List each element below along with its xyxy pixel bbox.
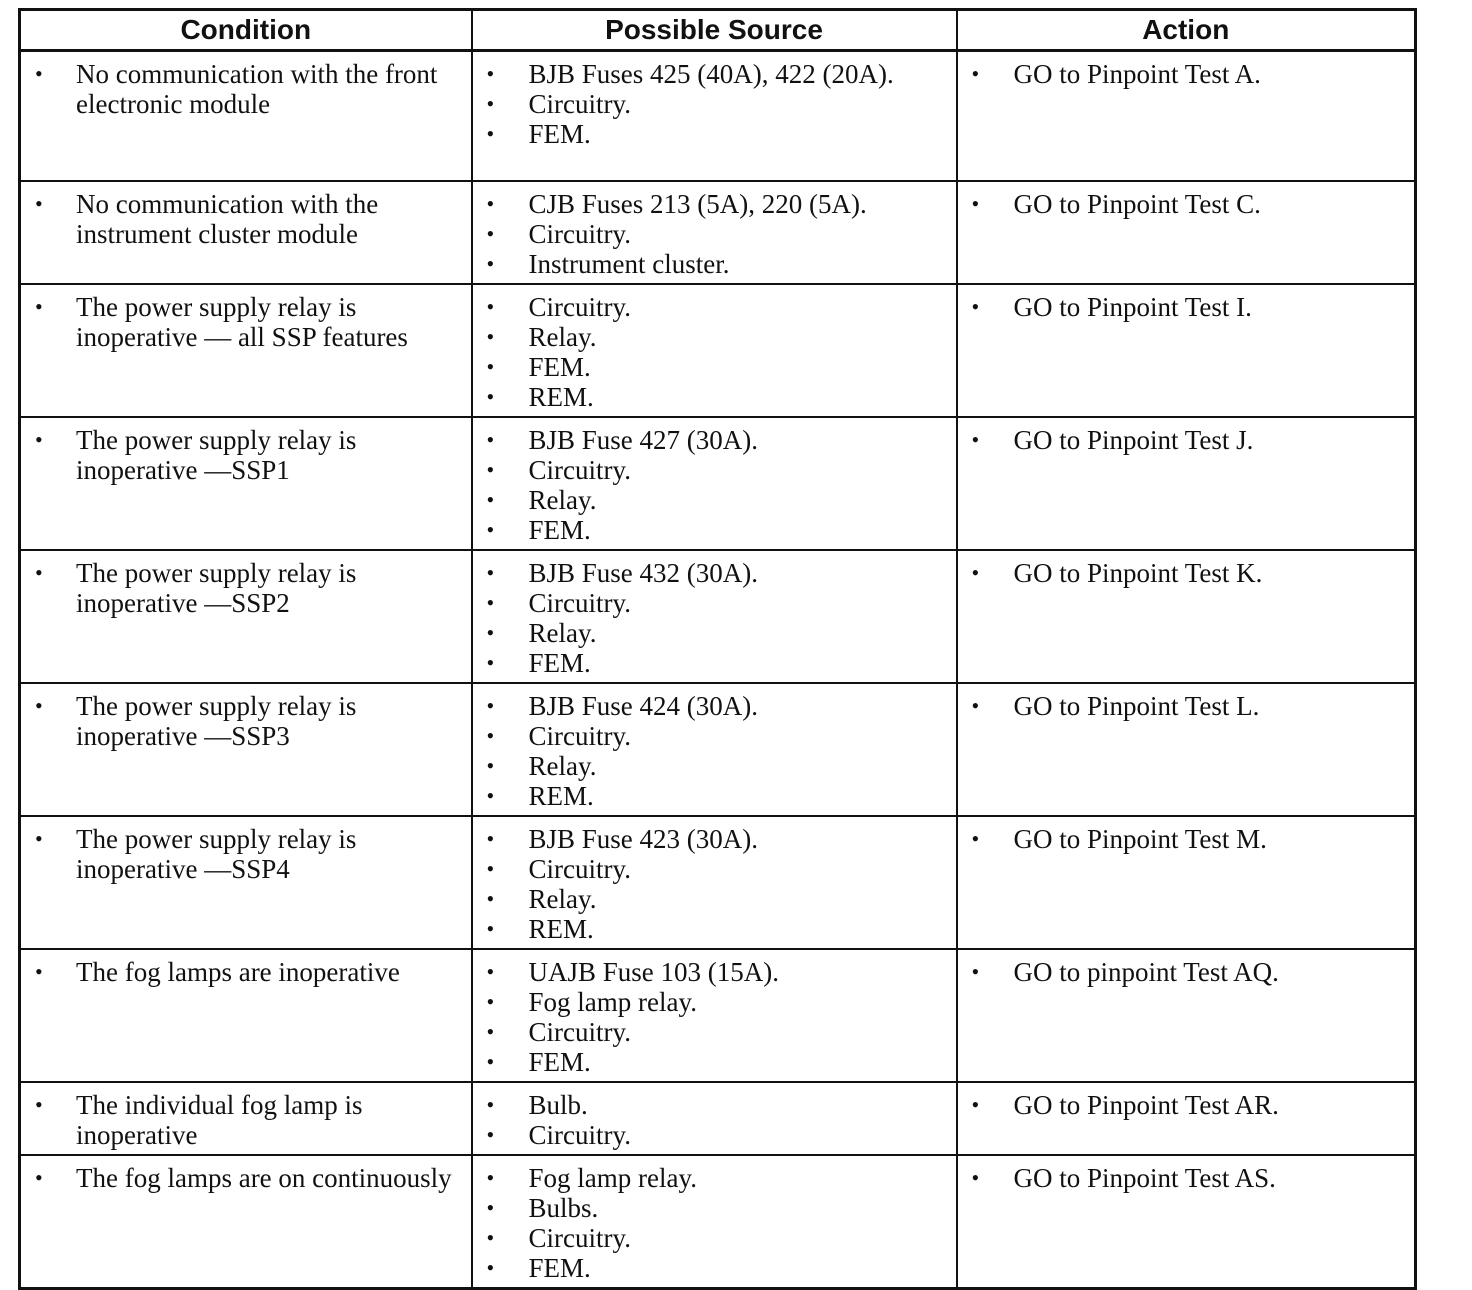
source-item: • Circuitry. — [473, 1223, 956, 1253]
source-cell — [472, 816, 957, 949]
action-cell — [957, 1082, 1416, 1155]
source-cell — [472, 51, 957, 181]
table-row — [20, 417, 1416, 550]
condition-cell — [20, 550, 472, 683]
condition-cell — [20, 51, 472, 181]
source-item: • CJB Fuses 213 (5A), 220 (5A). — [473, 189, 956, 219]
action-cell — [957, 181, 1416, 284]
action-text: • GO to Pinpoint Test J. — [958, 425, 1415, 455]
condition-cell — [20, 284, 472, 417]
condition-text: • The power supply relay is inoperative —SSP1 — [21, 425, 471, 485]
source-item: • Relay. — [473, 618, 956, 648]
action-text: • GO to Pinpoint Test K. — [958, 558, 1415, 588]
table-row — [20, 51, 1416, 181]
source-item: • BJB Fuses 425 (40A), 422 (20A). — [473, 59, 956, 89]
source-item: • Circuitry. — [473, 1120, 956, 1150]
condition-cell — [20, 1082, 472, 1155]
action-text: • GO to Pinpoint Test AS. — [958, 1163, 1415, 1193]
condition-cell — [20, 1155, 472, 1289]
action-text: • GO to pinpoint Test AQ. — [958, 957, 1415, 987]
source-item: • REM. — [473, 382, 956, 412]
table-row — [20, 816, 1416, 949]
source-item: • Circuitry. — [473, 219, 956, 249]
header-possible-source: Possible Source — [472, 10, 957, 51]
source-item: • BJB Fuse 432 (30A). — [473, 558, 956, 588]
action-text: • GO to Pinpoint Test I. — [958, 292, 1415, 322]
source-item: • Circuitry. — [473, 455, 956, 485]
action-cell — [957, 417, 1416, 550]
source-item: • FEM. — [473, 1047, 956, 1077]
header-row — [20, 10, 1416, 51]
action-cell — [957, 51, 1416, 181]
table-row — [20, 949, 1416, 1082]
table-row — [20, 181, 1416, 284]
source-item: • BJB Fuse 423 (30A). — [473, 824, 956, 854]
action-cell — [957, 1155, 1416, 1289]
action-text: • GO to Pinpoint Test L. — [958, 691, 1415, 721]
source-item: • FEM. — [473, 1253, 956, 1283]
source-item: • Bulbs. — [473, 1193, 956, 1223]
diagnostic-table — [18, 8, 1417, 1290]
source-item: • Circuitry. — [473, 292, 956, 322]
source-cell — [472, 550, 957, 683]
action-text: • GO to Pinpoint Test M. — [958, 824, 1415, 854]
source-item: • Circuitry. — [473, 1017, 956, 1047]
source-item: • FEM. — [473, 352, 956, 382]
action-cell — [957, 550, 1416, 683]
condition-cell — [20, 816, 472, 949]
table-row — [20, 550, 1416, 683]
header-action: Action — [957, 10, 1416, 51]
source-cell — [472, 181, 957, 284]
source-item: • Instrument cluster. — [473, 249, 956, 279]
source-item: • REM. — [473, 781, 956, 811]
source-cell — [472, 1155, 957, 1289]
condition-text: • The power supply relay is inoperative —SSP3 — [21, 691, 471, 751]
action-cell — [957, 683, 1416, 816]
condition-cell — [20, 683, 472, 816]
source-item: • Circuitry. — [473, 854, 956, 884]
condition-text: • No communication with the instrument cluster module — [21, 189, 471, 249]
source-item: • Circuitry. — [473, 89, 956, 119]
source-item: • REM. — [473, 914, 956, 944]
source-item: • Fog lamp relay. — [473, 1163, 956, 1193]
source-item: • Relay. — [473, 322, 956, 352]
source-cell — [472, 284, 957, 417]
action-text: • GO to Pinpoint Test C. — [958, 189, 1415, 219]
source-item: • Relay. — [473, 485, 956, 515]
source-item: • FEM. — [473, 119, 956, 149]
source-item: • BJB Fuse 427 (30A). — [473, 425, 956, 455]
source-item: • BJB Fuse 424 (30A). — [473, 691, 956, 721]
table-row — [20, 284, 1416, 417]
condition-text: • The power supply relay is inoperative — all SSP features — [21, 292, 471, 352]
condition-cell — [20, 181, 472, 284]
condition-text: • No communication with the front electronic module — [21, 59, 471, 119]
table-row — [20, 1082, 1416, 1155]
condition-text: • The individual fog lamp is inoperative — [21, 1090, 471, 1150]
condition-text: • The power supply relay is inoperative —SSP4 — [21, 824, 471, 884]
condition-cell — [20, 417, 472, 550]
source-item: • Circuitry. — [473, 588, 956, 618]
header-condition: Condition — [20, 10, 472, 51]
source-cell — [472, 417, 957, 550]
source-item: • Circuitry. — [473, 721, 956, 751]
source-item: • Bulb. — [473, 1090, 956, 1120]
condition-text: • The fog lamps are inoperative — [21, 957, 471, 987]
source-cell — [472, 683, 957, 816]
source-item: • FEM. — [473, 648, 956, 678]
condition-text: • The fog lamps are on continuously — [21, 1163, 471, 1193]
condition-cell — [20, 949, 472, 1082]
table-row — [20, 1155, 1416, 1289]
action-text: • GO to Pinpoint Test AR. — [958, 1090, 1415, 1120]
source-item: • Fog lamp relay. — [473, 987, 956, 1017]
condition-text: • The power supply relay is inoperative —SSP2 — [21, 558, 471, 618]
source-cell — [472, 1082, 957, 1155]
table-row — [20, 683, 1416, 816]
source-item: • Relay. — [473, 751, 956, 781]
action-cell — [957, 284, 1416, 417]
action-text: • GO to Pinpoint Test A. — [958, 59, 1415, 89]
action-cell — [957, 949, 1416, 1082]
source-cell — [472, 949, 957, 1082]
action-cell — [957, 816, 1416, 949]
source-item: • Relay. — [473, 884, 956, 914]
source-item: • UAJB Fuse 103 (15A). — [473, 957, 956, 987]
source-item: • FEM. — [473, 515, 956, 545]
